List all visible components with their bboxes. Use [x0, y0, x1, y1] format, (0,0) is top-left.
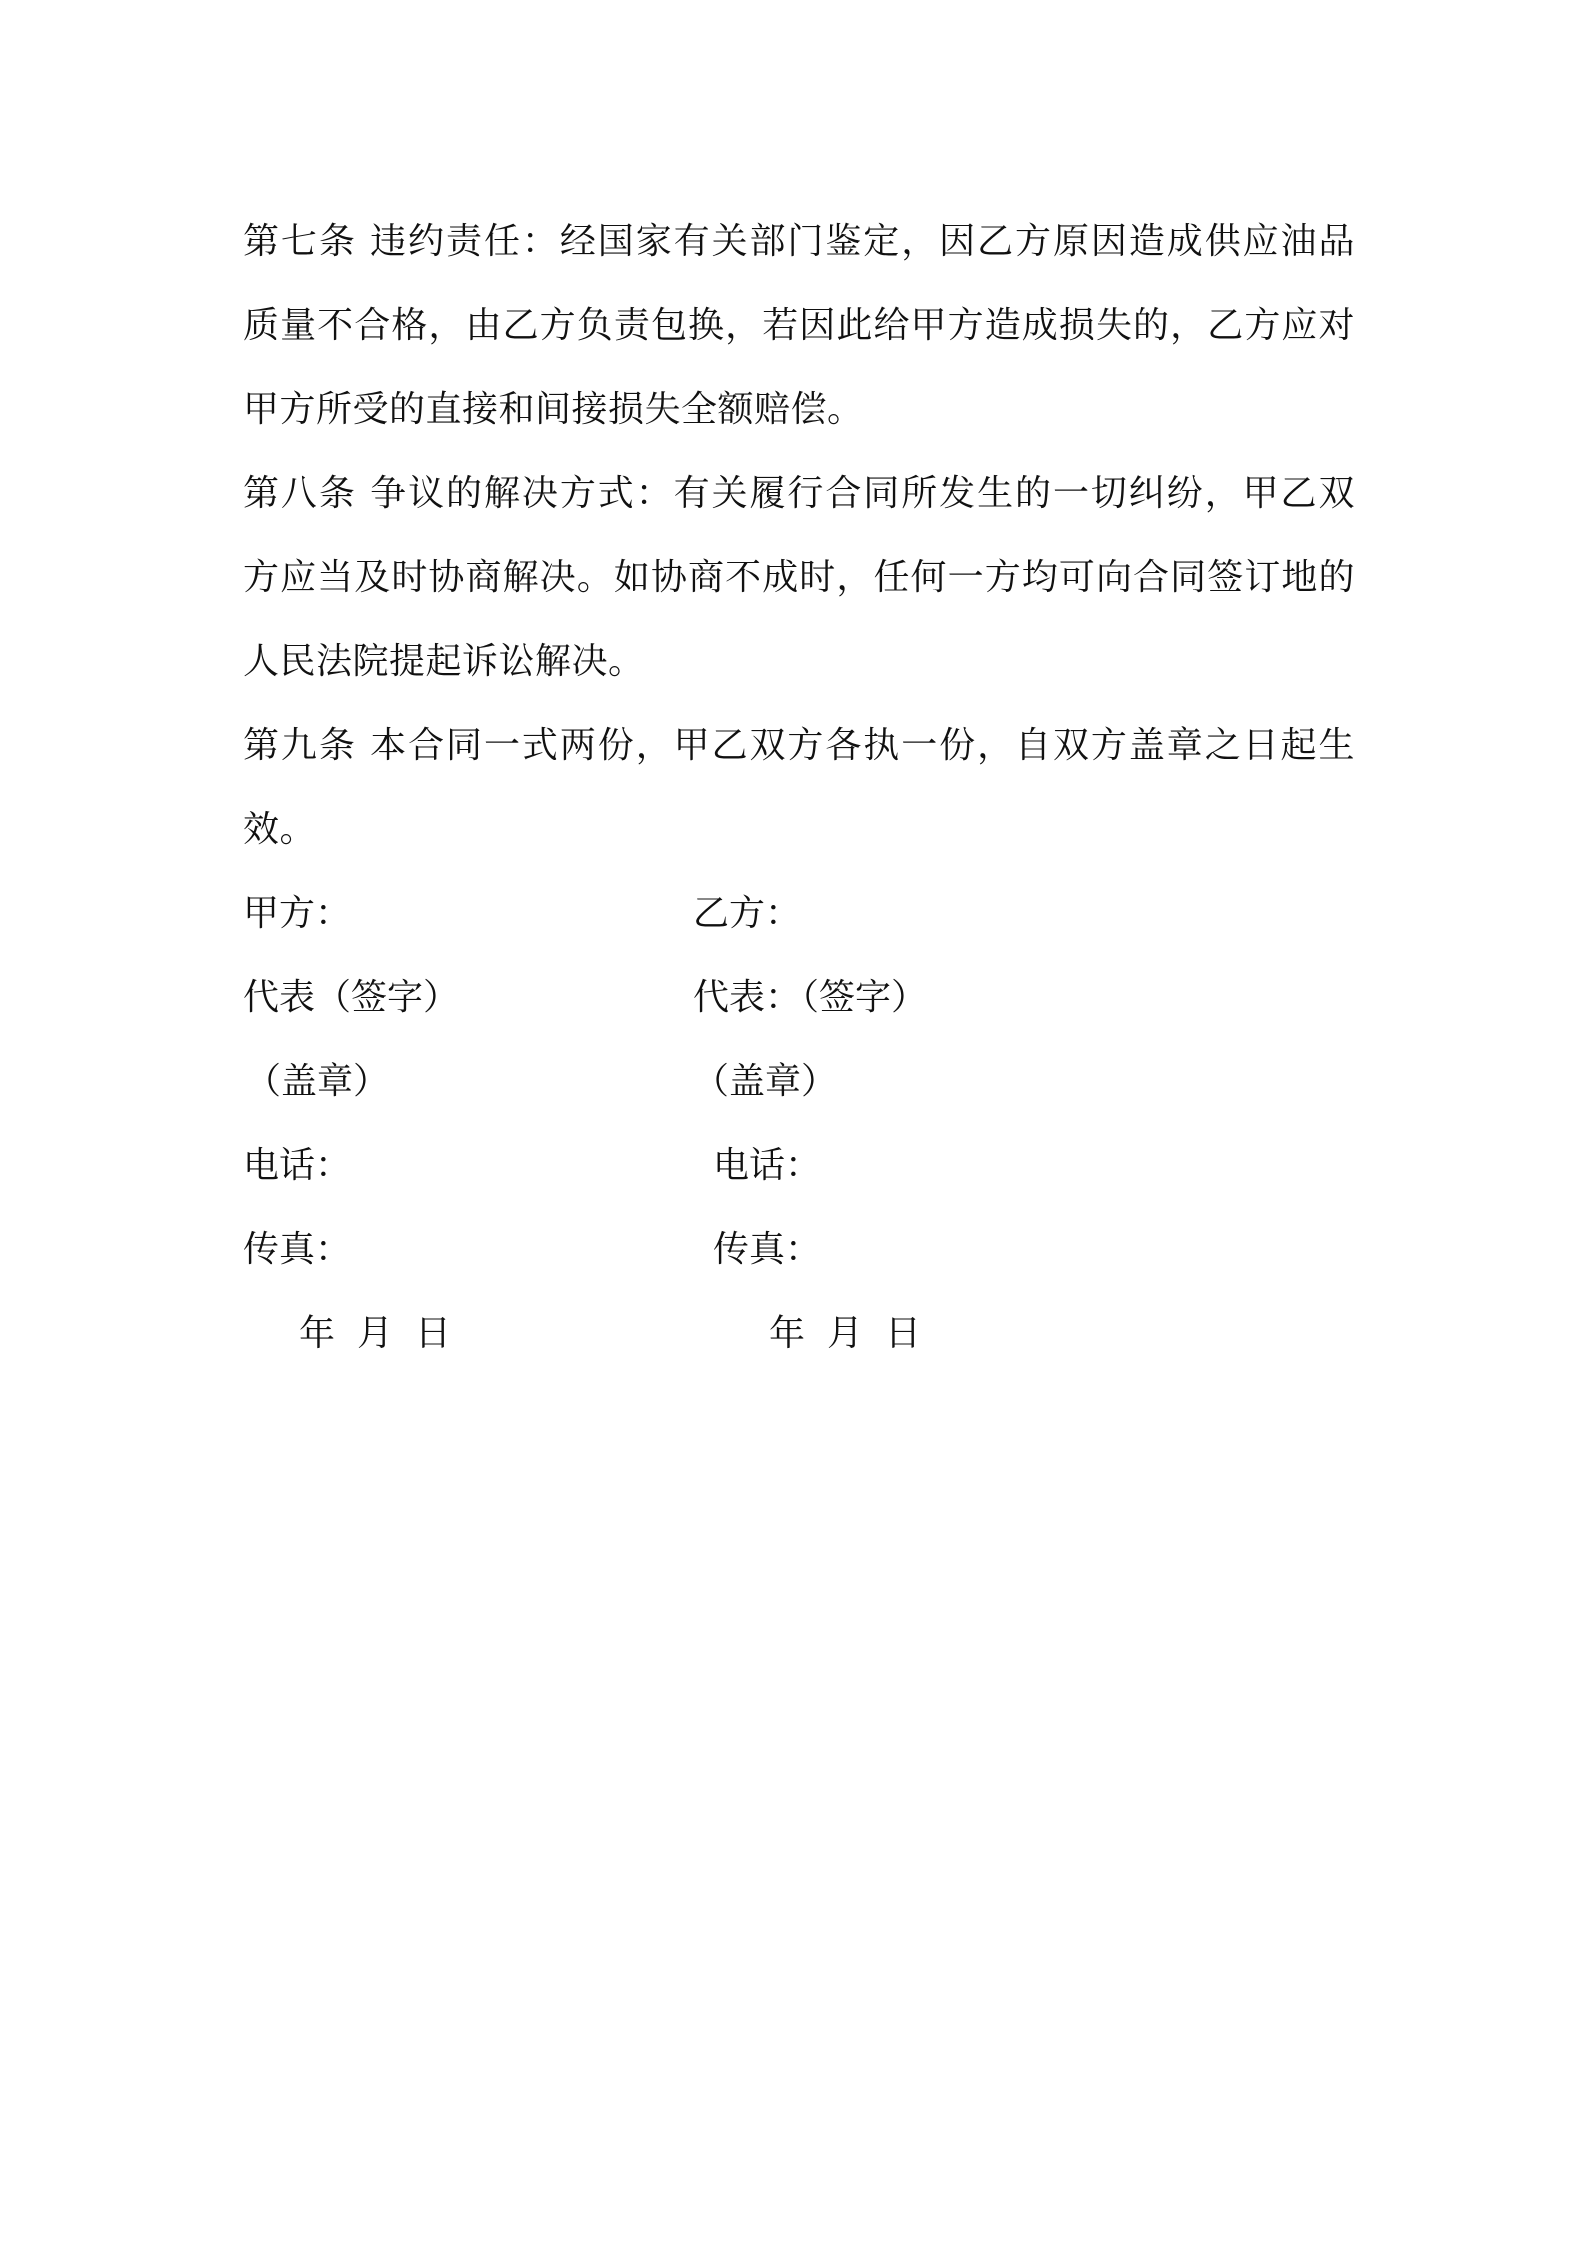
party-a-fax: 传真：: [243, 1229, 352, 1270]
party-a-date-day: 日: [415, 1313, 452, 1354]
article-7-line-2: 质量不合格，由乙方负责包换，若因此给甲方造成损失的，乙方应对: [243, 305, 1355, 346]
party-b-date-year: 年: [769, 1313, 806, 1354]
party-a-date-month: 月: [357, 1313, 394, 1354]
party-a-phone: 电话：: [243, 1145, 352, 1186]
article-7: [243, 200, 1363, 452]
party-a-date-year: 年: [299, 1313, 336, 1354]
article-7-line-3: 甲方所受的直接和间接损失全额赔偿。: [243, 389, 864, 430]
article-9-line-2: 效。: [243, 809, 317, 850]
party-b-phone: 电话：: [713, 1145, 822, 1186]
article-8-line-2: 方应当及时协商解决。如协商不成时，任何一方均可向合同签订地的: [243, 557, 1355, 598]
party-a-label: 甲方：: [243, 893, 352, 934]
party-a-date: [299, 1292, 451, 1376]
article-8-line-1: 第八条 争议的解决方式：有关履行合同所发生的一切纠纷，甲乙双: [243, 473, 1355, 514]
party-b-fax: 传真：: [713, 1229, 822, 1270]
party-b-date: [769, 1292, 921, 1376]
article-8: [243, 452, 1363, 704]
party-b-label: 乙方：: [693, 893, 802, 934]
signature-row-phone: [243, 1124, 1363, 1208]
contract-body: [243, 200, 1363, 1376]
signature-row-seal: [243, 1040, 1363, 1124]
party-b-date-month: 月: [827, 1313, 864, 1354]
signature-row-party: [243, 872, 1363, 956]
party-b-date-day: 日: [885, 1313, 922, 1354]
party-a-representative: 代表（签字）: [243, 977, 460, 1018]
signature-block: [243, 872, 1363, 1376]
article-9: [243, 704, 1363, 872]
signature-row-date: [243, 1292, 1363, 1376]
article-9-line-1: 第九条 本合同一式两份，甲乙双方各执一份，自双方盖章之日起生: [243, 725, 1355, 766]
party-b-seal: （盖章）: [693, 1061, 838, 1102]
signature-row-representative: [243, 956, 1363, 1040]
party-a-seal: （盖章）: [245, 1061, 390, 1102]
signature-row-fax: [243, 1208, 1363, 1292]
party-b-representative: 代表：（签字）: [693, 977, 928, 1018]
article-8-line-3: 人民法院提起诉讼解决。: [243, 641, 645, 682]
article-7-line-1: 第七条 违约责任：经国家有关部门鉴定，因乙方原因造成供应油品: [243, 221, 1355, 262]
